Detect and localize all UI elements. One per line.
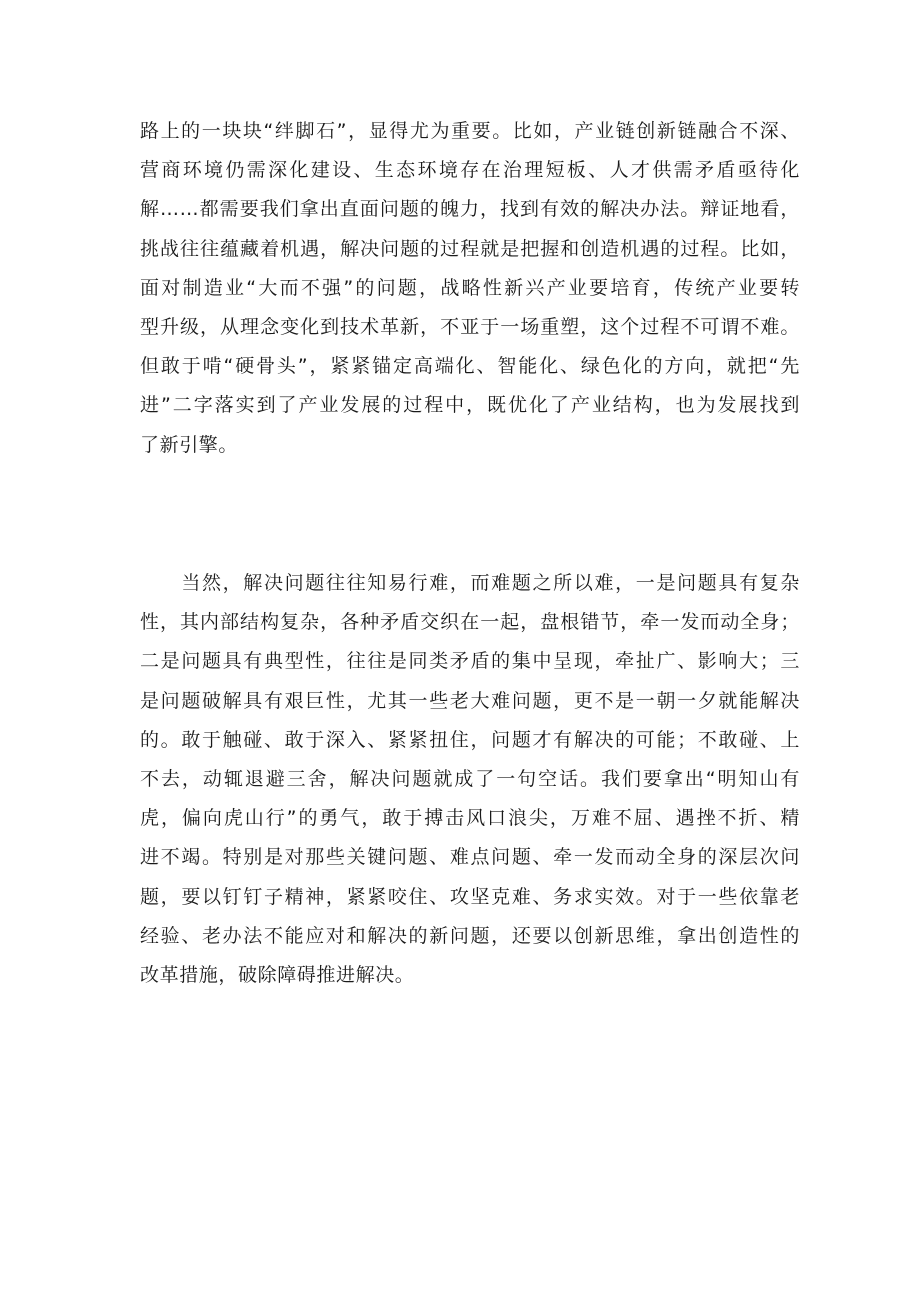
text-line: 当然，解决问题往往知易行难，而难题之所以难，一是问题具有复杂 (140, 572, 800, 594)
text-line: 题，要以钉钉子精神，紧紧咬住、攻坚克难、务求实效。对于一些依靠老 (140, 885, 800, 908)
text-line: 改革措施，破除障碍推进解决。 (140, 964, 415, 987)
text-line: 挑战往往蕴藏着机遇，解决问题的过程就是把握和创造机遇的过程。比如， (140, 237, 800, 260)
text-line: 了新引擎。 (140, 433, 239, 456)
text-line: 营商环境仍需深化建设、生态环境存在治理短板、人才供需矛盾亟待化 (140, 159, 800, 182)
text-line: 解……都需要我们拿出直面问题的魄力，找到有效的解决办法。辩证地看， (140, 198, 800, 221)
text-line: 不去，动辄退避三舍，解决问题就成了一句空话。我们要拿出“明知山有 (140, 768, 800, 791)
text-line: 但敢于啃“硬骨头”，紧紧锚定高端化、智能化、绿色化的方向，就把“先 (140, 355, 800, 378)
text-line: 经验、老办法不能应对和解决的新问题，还要以创新思维，拿出创造性的 (140, 924, 800, 947)
text-line: 是问题破解具有艰巨性，尤其一些老大难问题，更不是一朝一夕就能解决 (140, 689, 800, 712)
text-line: 型升级，从理念变化到技术革新，不亚于一场重塑，这个过程不可谓不难。 (140, 316, 800, 339)
text-line: 虎，偏向虎山行”的勇气，敢于搏击风口浪尖，万难不屈、遇挫不折、精 (140, 807, 800, 830)
text-line: 路上的一块块“绊脚石”，显得尤为重要。比如，产业链创新链融合不深、 (140, 120, 800, 142)
body-paragraph (140, 112, 800, 465)
text-line: 的。敢于触碰、敢于深入、紧紧扭住，问题才有解决的可能；不敢碰、上 (140, 728, 800, 751)
text-line: 进不竭。特别是对那些关键问题、难点问题、牵一发而动全身的深层次问 (140, 846, 800, 869)
text-line: 进”二字落实到了产业发展的过程中，既优化了产业结构，也为发展找到 (140, 394, 800, 417)
body-paragraph (140, 564, 800, 995)
text-line: 面对制造业“大而不强”的问题，战略性新兴产业要培育，传统产业要转 (140, 276, 800, 299)
text-line: 二是问题具有典型性，往往是同类矛盾的集中呈现，牵扯广、影响大；三 (140, 650, 800, 673)
text-line: 性，其内部结构复杂，各种矛盾交织在一起，盘根错节，牵一发而动全身； (140, 611, 800, 634)
